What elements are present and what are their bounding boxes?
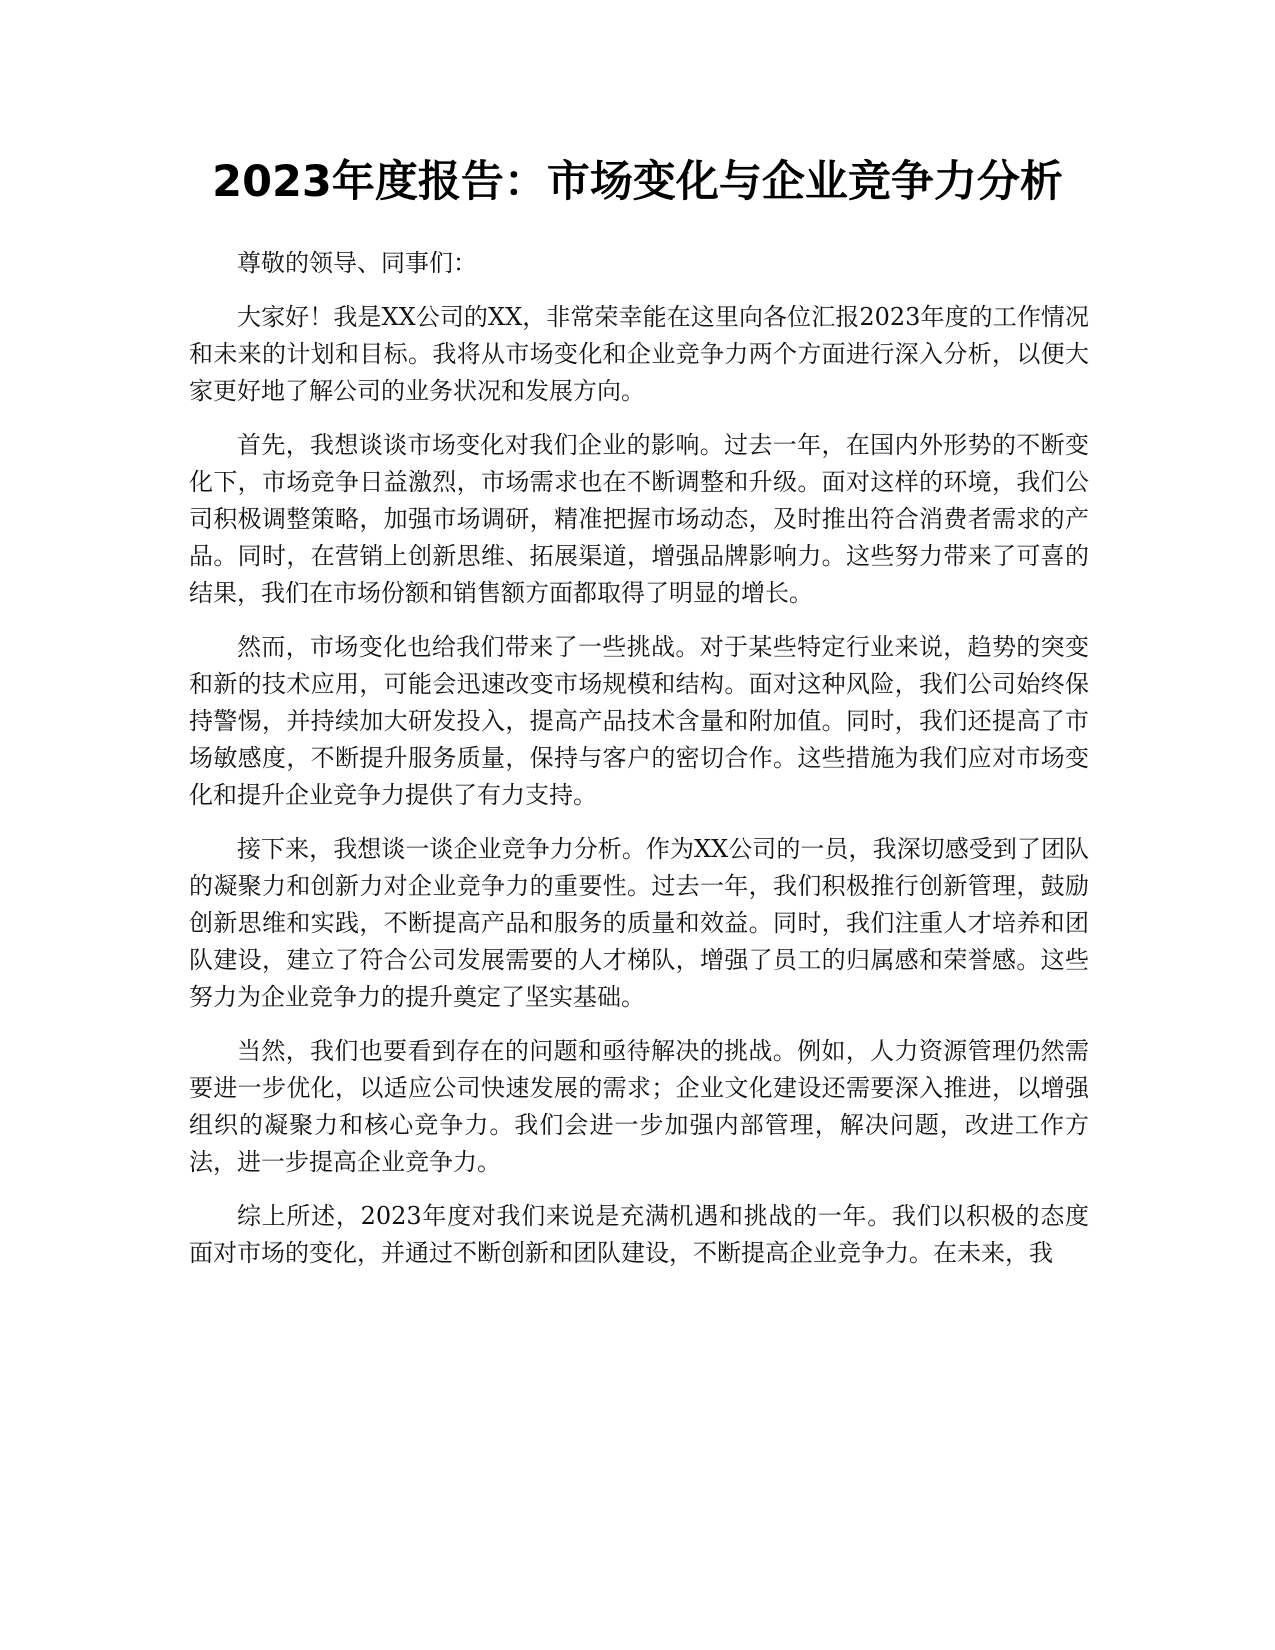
document-title: 2023年度报告：市场变化与企业竞争力分析 (212, 157, 1063, 207)
paragraph-market-challenges: 然而，市场变化也给我们带来了一些挑战。对于某些特定行业来说，趋势的突变和新的技术应用，可能会迅速改变市场规模和结构。面对这种风险，我们公司始终保持警惕，并持续加大研发投入，提高产品技术含量和附加值。同时，我们还提高了市场敏感度，不断提升服务质量，保持与客户的密切合作。这些措施为我们应对市场变化和提升企业竞争力提供了有力支持。 (189, 633, 1089, 809)
paragraph-salutation: 尊敬的领导、同事们： (237, 249, 477, 277)
paragraph-intro: 大家好！我是XX公司的XX，非常荣幸能在这里向各位汇报2023年度的工作情况和未来的计划和目标。我将从市场变化和企业竞争力两个方面进行深入分析，以便大家更好地了解公司的业务状况和发展方向。 (189, 303, 1089, 405)
document-body (189, 245, 1089, 1289)
paragraph-problems: 当然，我们也要看到存在的问题和亟待解决的挑战。例如，人力资源管理仍然需要进一步优化，以适应公司快速发展的需求；企业文化建设还需要深入推进，以增强组织的凝聚力和核心竞争力。我们会进一步加强内部管理，解决问题，改进工作方法，进一步提高企业竞争力。 (189, 1037, 1089, 1176)
paragraph-competitiveness: 接下来，我想谈一谈企业竞争力分析。作为XX公司的一员，我深切感受到了团队的凝聚力和创新力对企业竞争力的重要性。过去一年，我们积极推行创新管理，鼓励创新思维和实践，不断提高产品和服务的质量和效益。同时，我们注重人才培养和团队建设，建立了符合公司发展需要的人才梯队，增强了员工的归属感和荣誉感。这些努力为企业竞争力的提升奠定了坚实基础。 (189, 835, 1089, 1011)
paragraph-market-impact: 首先，我想谈谈市场变化对我们企业的影响。过去一年，在国内外形势的不断变化下，市场竞争日益激烈，市场需求也在不断调整和升级。面对这样的环境，我们公司积极调整策略，加强市场调研，精准把握市场动态，及时推出符合消费者需求的产品。同时，在营销上创新思维、拓展渠道，增强品牌影响力。这些努力带来了可喜的结果，我们在市场份额和销售额方面都取得了明显的增长。 (189, 431, 1089, 607)
paragraph-summary: 综上所述，2023年度对我们来说是充满机遇和挑战的一年。我们以积极的态度面对市场的变化，并通过不断创新和团队建设，不断提高企业竞争力。在未来，我 (189, 1202, 1089, 1267)
